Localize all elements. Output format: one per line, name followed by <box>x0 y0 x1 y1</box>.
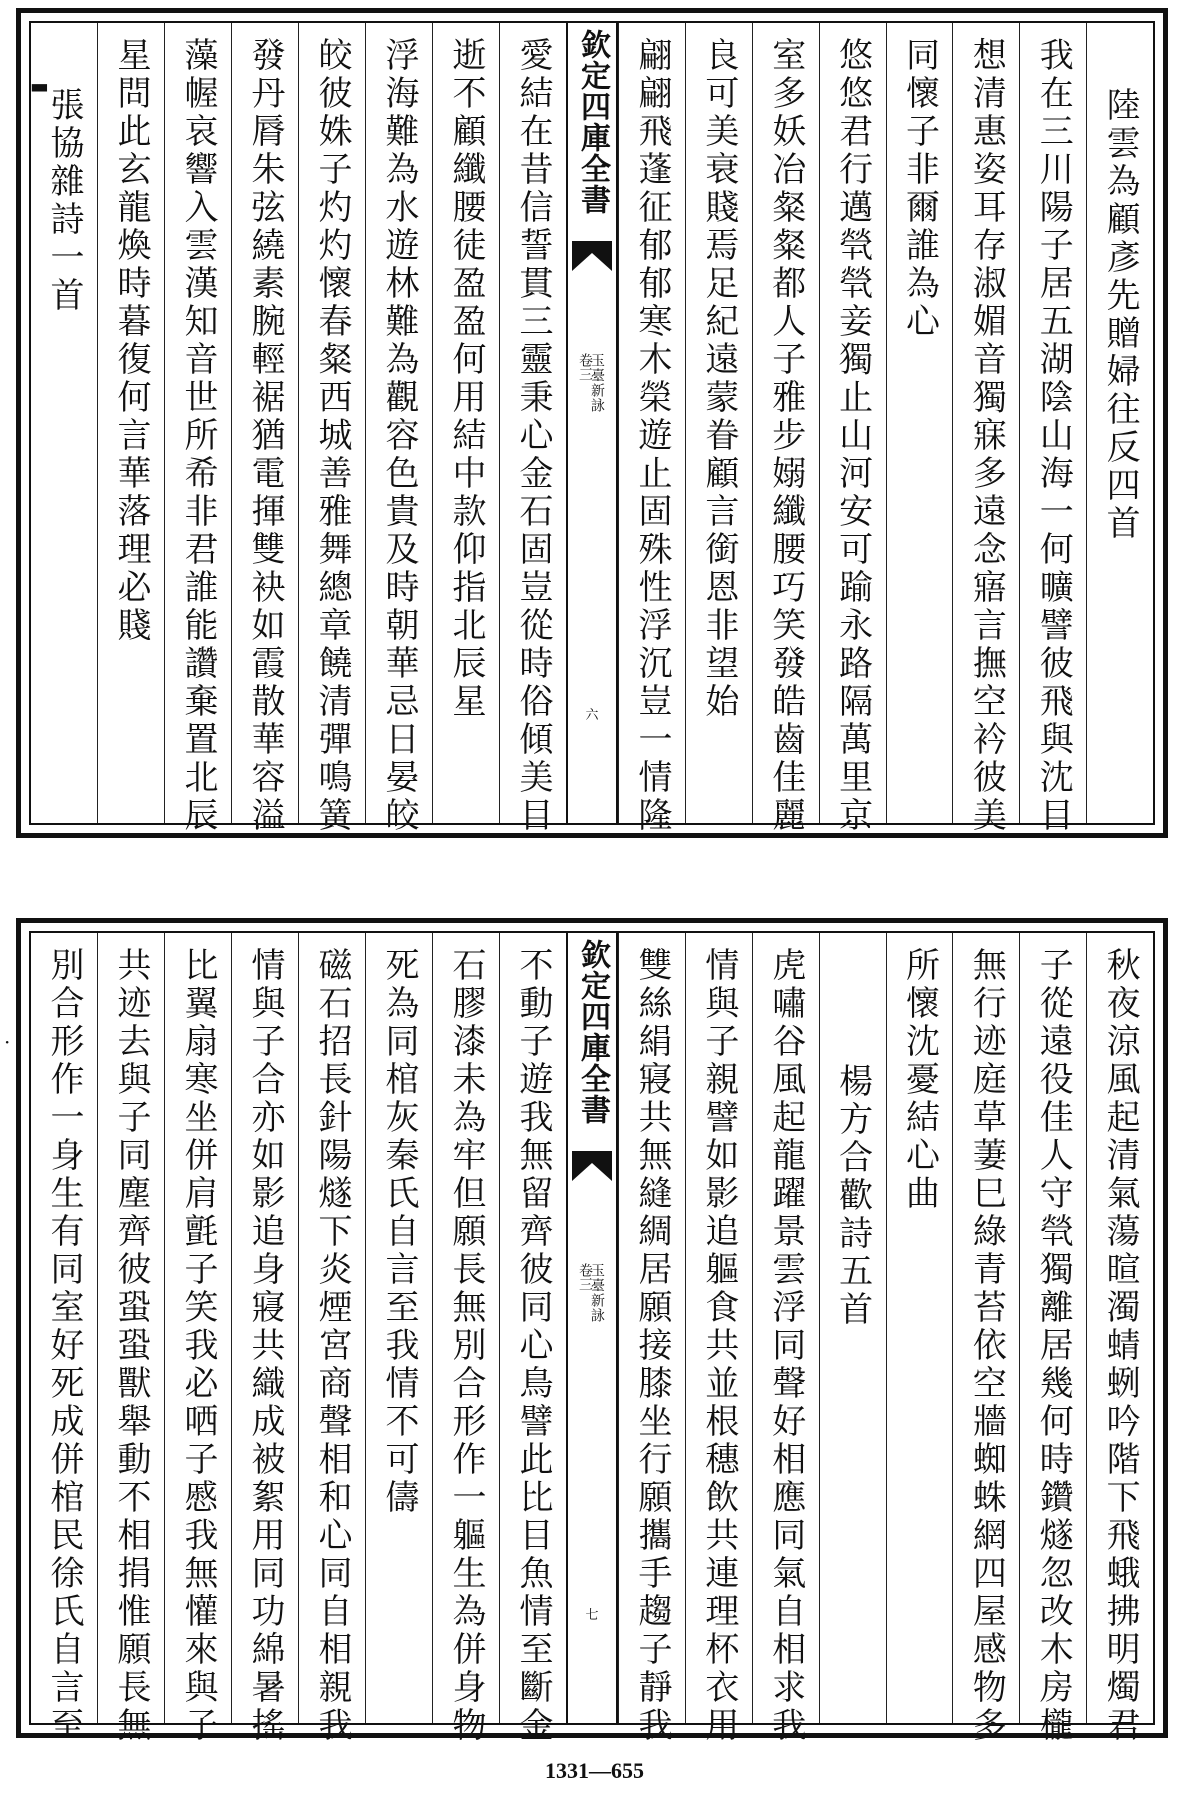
bottom-left-half <box>31 933 566 1745</box>
volume-label: 卷三 <box>577 1263 593 1291</box>
book-title: 欽定四庫全書 <box>575 29 610 215</box>
text-column: 陸雲為顧彥先贈婦往反四首 <box>1086 23 1153 823</box>
fishtail-mark-icon <box>572 241 612 271</box>
text-column: 良可美衰賤焉足紀遠蒙眷顧言銜恩非望始 <box>685 23 752 823</box>
text-column: 藻幄哀響入雲漢知音世所希非君誰能讚棄置北辰 <box>164 23 231 823</box>
fishtail-mark-icon <box>572 1151 612 1181</box>
text-column: 情與子合亦如影追身寢共織成被絮用同功綿暑搖 <box>231 933 298 1723</box>
text-column: 皎彼姝子灼灼懷春粲西城善雅舞總章饒清彈鳴簧 <box>298 23 365 823</box>
top-page-frame <box>29 21 1155 835</box>
text-column: 不動子遊我無留齊彼同心鳥譬此比目魚情至斷金 <box>499 933 566 1723</box>
text-column: 悠悠君行邁煢煢妾獨止山河安可踰永路隔萬里京 <box>819 23 886 823</box>
text-column: 石膠漆未為牢但願長無別合形作一軀生為併身物 <box>432 933 499 1723</box>
text-column: 無行迹庭草萋巳綠青苔依空牆蜘蛛網四屋感物多 <box>952 933 1019 1723</box>
text-column: 比翼扇寒坐併肩氈子笑我必哂子慼我無懽來與子 <box>164 933 231 1723</box>
text-column: 子從遠役佳人守煢獨離居幾何時鑽燧忽改木房櫳 <box>1019 933 1086 1723</box>
text-column: 雙絲絹寢共無縫綢居願接膝坐行願攜手趨子靜我 <box>618 933 685 1723</box>
text-column: 浮海難為水遊林難為觀容色貴及時朝華忌日晏皎 <box>365 23 432 823</box>
page-number: 六 <box>585 708 599 723</box>
page-number: 七 <box>585 1608 599 1623</box>
bottom-right-half <box>618 933 1153 1745</box>
text-column: 同懷子非爾誰為心 <box>886 23 953 823</box>
text-column: 情與子親譬如影追軀食共並根穗飲共連理杯衣用 <box>685 933 752 1723</box>
text-column: 室多妖冶粲粲都人子雅步嫋纖腰巧笑發皓齒佳麗 <box>752 23 819 823</box>
top-page <box>16 8 1168 838</box>
bottom-page <box>16 918 1168 1745</box>
bottom-page-frame <box>29 931 1155 1745</box>
text-column: 楊方合歡詩五首 <box>819 933 886 1723</box>
text-column: 別合形作一身生有同室好死成併棺民徐氏自言至 <box>44 947 84 1745</box>
text-column: 磁石招長針陽燧下炎煙宮商聲相和心同自相親我 <box>298 933 365 1723</box>
text-column: 發丹脣朱弦繞素腕輕裾猶電揮雙袂如霞散華容溢 <box>231 23 298 823</box>
text-column: 張協雜詩一首 <box>44 87 84 315</box>
text-column: 星問此玄龍煥時暮復何言華落理必賤 <box>97 23 164 823</box>
text-column: 想清惠姿耳存淑媚音獨寐多遠念寤言撫空衿彼美 <box>952 23 1019 823</box>
top-left-half <box>31 23 566 835</box>
book-title: 欽定四庫全書 <box>575 939 610 1125</box>
text-column: 我在三川陽子居五湖陰山海一何曠譬彼飛與沈目 <box>1019 23 1086 823</box>
text-column: 所懷沈憂結心曲 <box>886 933 953 1723</box>
volume-label: 卷三 <box>577 353 593 381</box>
text-column: 共迹去與子同塵齊彼蛩蛩獸舉動不相捐惟願長無 <box>97 933 164 1723</box>
stray-mark: ▬ <box>30 74 49 98</box>
stray-mark: · <box>4 1030 11 1054</box>
text-column: 虎嘯谷風起龍躍景雲浮同聲好相應同氣自相求我 <box>752 933 819 1723</box>
text-column: 死為同棺灰秦氏自言至我情不可儔 <box>365 933 432 1723</box>
book-subtitle: 玉臺新詠 <box>589 353 605 413</box>
text-column: 愛結在昔信誓貫三靈秉心金石固豈從時俗傾美目 <box>499 23 566 823</box>
book-subtitle: 玉臺新詠 <box>589 1263 605 1323</box>
top-right-half <box>618 23 1153 835</box>
text-column: 逝不顧纖腰徒盈盈何用結中款仰指北辰星 <box>432 23 499 823</box>
text-column: 翩翩飛蓬征郁郁寒木榮遊止固殊性浮沉豈一情隆 <box>618 23 685 823</box>
binding-strip <box>566 933 618 1723</box>
binding-strip <box>566 23 618 823</box>
folio-number: 1331—655 <box>545 1758 644 1783</box>
text-column: 秋夜涼風起清氣蕩暄濁蜻蛚吟階下飛蛾拂明燭君 <box>1086 933 1153 1723</box>
